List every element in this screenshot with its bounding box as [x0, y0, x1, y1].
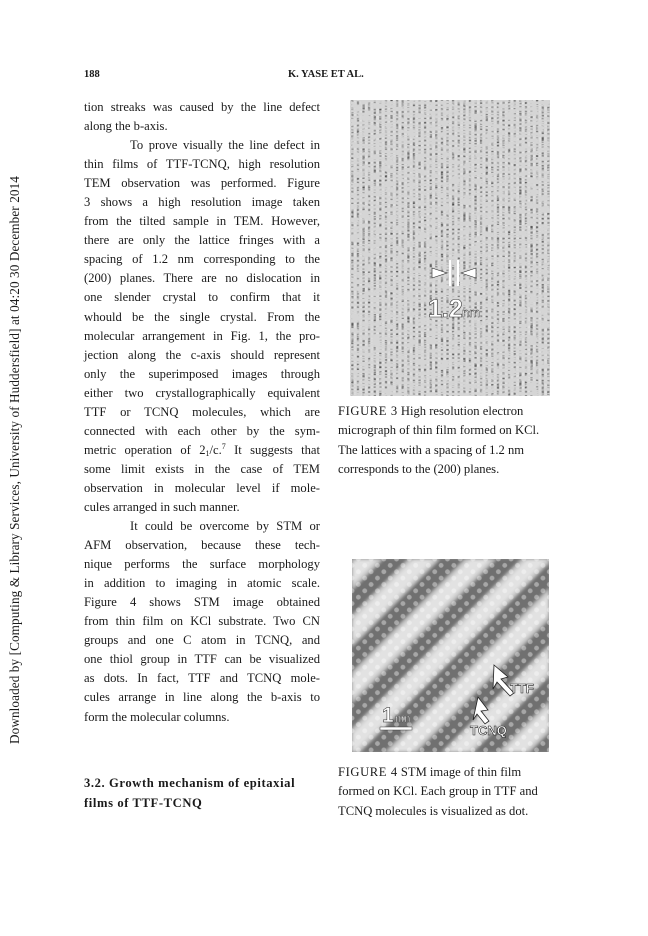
figure-4-caption-label: FIGURE 4 — [338, 765, 398, 779]
body-line: (200) planes. There are no dislocation in — [84, 271, 320, 286]
body-line-with-formula — [84, 441, 320, 460]
body-line: AFM observation, because these tech- — [84, 538, 320, 553]
body-line: groups and one C atom in TCNQ, and — [84, 633, 320, 648]
body-line: TTF or TCNQ molecules, which are — [84, 404, 320, 419]
body-line: there are only the lattice fringes with a — [84, 233, 320, 248]
figure-4-label-tcnq: TCNQ — [470, 723, 507, 738]
figure-3-graphic — [350, 100, 550, 396]
body-line: tion streaks was caused by the line defect — [84, 100, 320, 114]
body-line: from the tilted sample in TEM. However, — [84, 214, 320, 229]
figure-4-label-ttf: TTF — [510, 681, 534, 696]
body-line: connected with each other by the sym- — [84, 423, 320, 438]
figure-3-scale-unit: nm — [462, 305, 481, 320]
body-line: as dots. In fact, TTF and TCNQ mole- — [84, 671, 320, 686]
body-line: either two crystallographically equivalent — [84, 385, 320, 400]
figure-4-graphic — [352, 559, 549, 752]
body-line: whould be the single crystal. From the — [84, 309, 320, 324]
body-line: cules arrange in line along the b-axis to — [84, 690, 320, 705]
formula-subscript: 1 — [205, 448, 210, 458]
figure-3-caption — [338, 402, 558, 479]
body-line: form the molecular columns. — [84, 709, 230, 724]
body-line: one slender crystal to confirm that it — [84, 290, 320, 305]
body-line: It could be overcome by STM or — [130, 519, 320, 534]
figure-4-caption-text: STM image of thin film formed on KCl. Each group in TTF and TCNQ molecules is visualized as dot. — [338, 765, 538, 818]
body-line: spacing of 1.2 nm corresponding to the — [84, 252, 320, 267]
section-heading: 3.2. Growth mechanism of epitaxial films of TTF-TCNQ — [84, 776, 296, 810]
body-line: cules arranged in such manner. — [84, 499, 240, 514]
body-line: observation in molecular level if mole- — [84, 480, 320, 495]
figure-3-tem-micrograph — [350, 100, 550, 396]
download-watermark-text: Downloaded by [Computing & Library Services, University of Huddersfield] at 04:20 30 December 2014 — [7, 176, 22, 744]
body-line: jection along the c-axis should represent — [84, 347, 320, 362]
figure-4-caption — [338, 763, 558, 821]
figure-4-stm-image — [352, 559, 549, 752]
reference-superscript: 7 — [221, 441, 226, 451]
body-line: To prove visually the line defect in — [130, 138, 320, 153]
body-line: nique performs the surface morphology — [84, 557, 320, 572]
figure-3-caption-label: FIGURE 3 — [338, 404, 398, 418]
body-line: TEM observation was performed. Figure — [84, 176, 320, 191]
body-line: some limit exists in the case of TEM — [84, 461, 320, 476]
figure-3-scale-value: 1.2 — [428, 295, 463, 323]
figure-4-scale-unit: nm — [395, 713, 411, 725]
formula-before: metric operation of 2 — [84, 442, 206, 457]
body-line: one thiol group in TTF can be visualized — [84, 652, 320, 667]
body-line: only the superimposed images through — [84, 366, 320, 381]
body-line: Figure 4 shows STM image obtained — [84, 595, 320, 610]
figure-4-scale-bar — [380, 727, 412, 730]
body-line: along the b-axis. — [84, 119, 168, 134]
body-line: in addition to imaging in atomic scale. — [84, 576, 320, 591]
running-head: K. YASE ET AL. — [288, 69, 364, 80]
formula-after: It suggests that — [225, 442, 320, 457]
body-line: 3 shows a high resolution image taken — [84, 195, 320, 210]
figure-3-caption-text: High resolution electron micrograph of thin film formed on KCl. The lattices with a spacing of 1.2 nm corresponds to the (200) planes. — [338, 404, 540, 476]
download-watermark — [6, 160, 24, 760]
body-text-column — [84, 98, 320, 727]
formula-mid: /c. — [209, 442, 222, 457]
figure-4-scale-value: 1 — [382, 704, 394, 727]
body-line: thin films of TTF-TCNQ, high resolution — [84, 157, 320, 172]
body-line: from thin film on KCl substrate. Two CN — [84, 614, 320, 629]
body-line: molecular arrangement in Fig. 1, the pro- — [84, 328, 320, 343]
page-number: 188 — [84, 69, 100, 80]
